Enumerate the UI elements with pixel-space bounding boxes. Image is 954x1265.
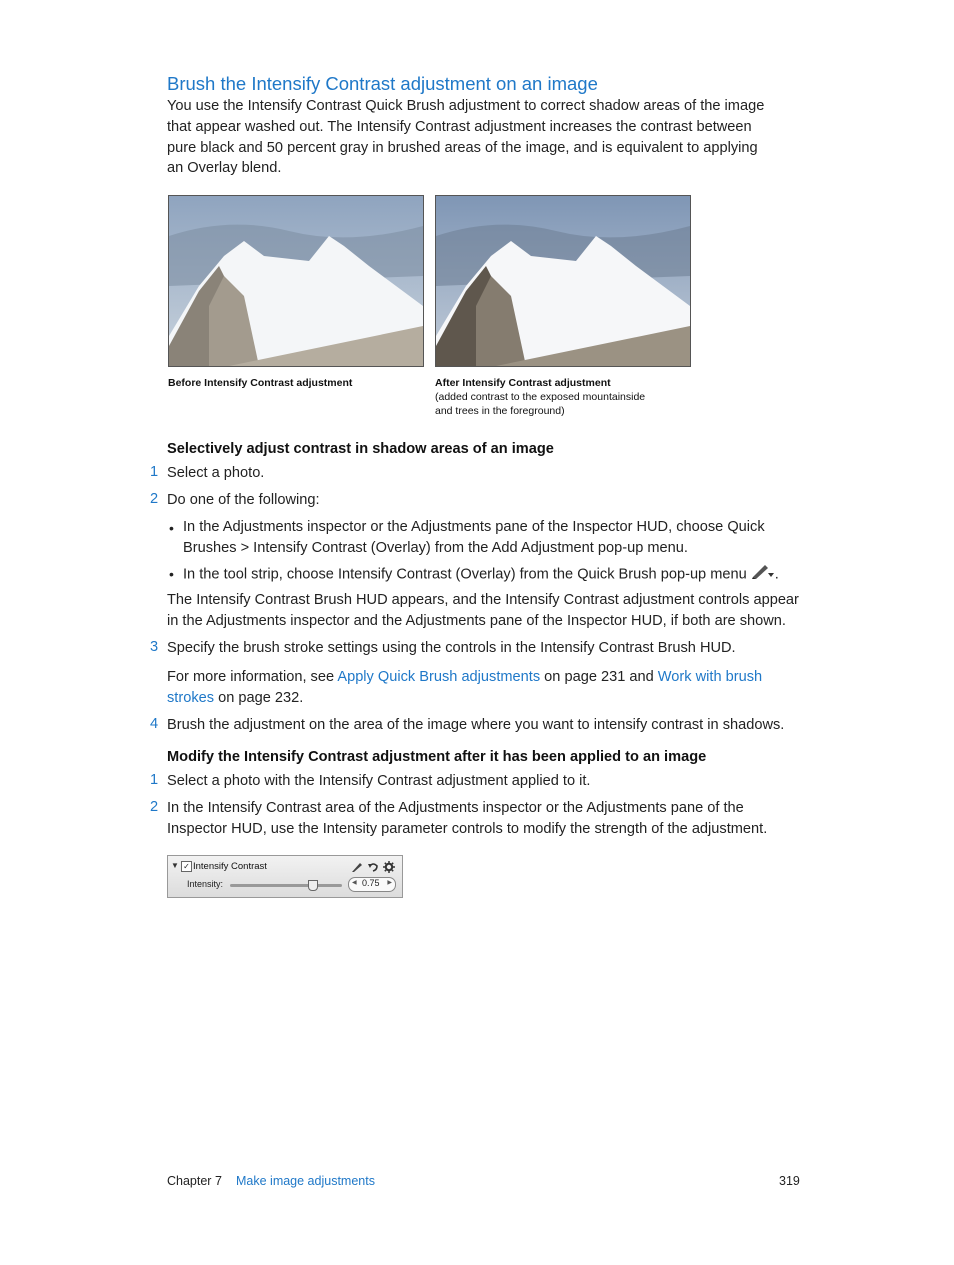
link-work-with-brush-strokes[interactable]: Work with brush <box>657 669 763 685</box>
gear-icon[interactable] <box>383 860 395 878</box>
step-text: Select a photo. <box>167 465 265 481</box>
after-photo <box>435 195 691 367</box>
quick-brush-icon <box>751 563 775 586</box>
bullet-marker: • <box>169 520 174 536</box>
intro-paragraph: You use the Intensify Contrast Quick Brush adjustment to correct shadow areas of the image that appear washed out. The Intensify Contrast adjustment increases the contrast between pure black and 50 percent gray in brushed areas of the image, and is equivalent to applying an Overlay blend. <box>167 98 765 177</box>
step-number: 4 <box>150 716 159 732</box>
footer-chapter-link[interactable]: Make image adjustments <box>236 1174 375 1188</box>
step-text: Specify the brush stroke settings using the controls in the Intensify Contrast Brush HUD. <box>167 640 736 656</box>
step-text: Brush the adjustment on the area of the image where you want to intensify contrast in shadows. <box>167 717 785 733</box>
step-number: 2 <box>150 799 159 815</box>
before-caption: Before Intensify Contrast adjustment <box>168 377 353 389</box>
step-number: 1 <box>150 772 159 788</box>
more-info-paragraph: For more information, see Apply Quick Brush adjustments on page 231 and Work with brush strokes on page 232. <box>167 669 763 706</box>
disclosure-triangle[interactable]: ▼ <box>171 861 179 870</box>
step-number: 1 <box>150 464 159 480</box>
step-text: Select a photo with the Intensify Contrast adjustment applied to it. <box>167 773 591 789</box>
page-number: 319 <box>779 1174 800 1188</box>
brush-icon[interactable] <box>351 860 363 878</box>
step-text: Do one of the following: <box>167 492 320 508</box>
decrement-arrow-icon[interactable]: ◀ <box>352 880 357 886</box>
link-apply-quick-brush[interactable]: Apply Quick Brush adjustments <box>337 669 541 685</box>
slider-knob[interactable] <box>308 880 318 891</box>
result-paragraph: The Intensify Contrast Brush HUD appears, and the Intensify Contrast adjustment controls appear in the Adjustments inspector and the Adjustments pane of the Inspector HUD, if both are shown. <box>167 592 799 629</box>
link-work-with-brush-strokes-cont[interactable]: strokes <box>167 689 215 706</box>
hud-title: Intensify Contrast <box>193 861 267 872</box>
bullet-text: In the Adjustments inspector or the Adjustments pane of the Inspector HUD, choose Quick Brushes > Intensify Contrast (Overlay) from the Add Adjustment pop-up menu. <box>183 519 765 556</box>
task-title: Selectively adjust contrast in shadow areas of an image <box>167 441 554 457</box>
enable-checkbox[interactable]: ✓ <box>181 861 192 872</box>
bullet-text: In the tool strip, choose Intensify Contrast (Overlay) from the Quick Brush pop-up menu . <box>183 563 803 586</box>
increment-arrow-icon[interactable]: ▶ <box>387 880 392 886</box>
after-caption: After Intensify Contrast adjustment (added contrast to the exposed mountainside and trees in the foreground) <box>435 377 646 417</box>
step-number: 2 <box>150 491 159 507</box>
before-photo <box>168 195 424 367</box>
intensity-label: Intensity: <box>187 879 224 889</box>
undo-icon[interactable] <box>367 860 379 878</box>
step-number: 3 <box>150 639 159 655</box>
intensity-value[interactable]: 0.75 <box>362 878 380 888</box>
step-text: In the Intensify Contrast area of the Adjustments inspector or the Adjustments pane of the Inspector HUD, use the Intensity parameter controls to modify the strength of the adjustment. <box>167 800 768 837</box>
intensity-value-stepper[interactable] <box>348 877 396 892</box>
intensify-contrast-hud <box>167 855 403 898</box>
task-title: Modify the Intensify Contrast adjustment after it has been applied to an image <box>167 749 707 765</box>
section-heading: Brush the Intensify Contrast adjustment on an image <box>167 73 598 94</box>
footer-chapter: Chapter 7 <box>167 1174 222 1188</box>
intensity-slider[interactable] <box>230 884 342 887</box>
bullet-marker: • <box>169 566 174 582</box>
